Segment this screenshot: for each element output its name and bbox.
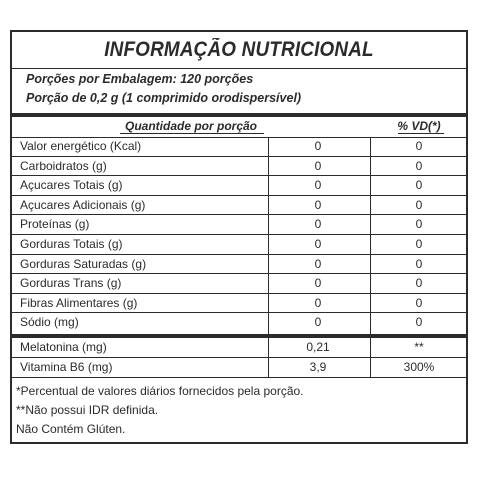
nutrient-daily-value: 0: [415, 237, 423, 251]
table-row: [12, 274, 466, 294]
active-quantity: 0,21: [306, 340, 330, 354]
nutrient-name: Açucares Totais (g): [20, 178, 123, 193]
nutrient-quantity: 0: [314, 197, 322, 212]
header-daily-value: % VD(*): [397, 119, 441, 133]
table-row: [12, 215, 466, 235]
nutrient-daily-value: 0: [415, 158, 423, 173]
nutrient-daily-value: 0: [415, 217, 423, 232]
table-row: [12, 313, 466, 333]
nutrient-quantity: 0: [314, 139, 322, 153]
footnote-divider: [12, 377, 466, 378]
header-quantity: Quantidade por porção: [124, 119, 257, 133]
table-row: [12, 338, 466, 358]
column-divider: [268, 137, 269, 334]
nutrient-name: Carboidratos (g): [20, 158, 107, 173]
table-row: [12, 176, 466, 196]
nutrient-daily-value: 0: [415, 315, 423, 330]
nutrient-daily-value: 0: [415, 256, 423, 271]
table-row: [12, 235, 466, 255]
table-header: [12, 117, 466, 138]
table-row: [12, 255, 466, 275]
footnote-no-idr: **Não possui IDR definida.: [16, 403, 159, 417]
active-daily-value: 300%: [403, 359, 435, 374]
nutrient-quantity: 0: [314, 178, 322, 193]
nutrient-daily-value: 0: [415, 276, 423, 291]
nutrient-quantity: 0: [314, 217, 322, 232]
footnote-daily-value: *Percentual de valores diários fornecidos pela porção.: [16, 384, 304, 398]
nutrient-name: Gorduras Saturadas (g): [20, 256, 147, 271]
nutrient-name: Fibras Alimentares (g): [20, 295, 138, 310]
header-daily-value-underline: [398, 133, 444, 134]
table-row: [12, 137, 466, 157]
nutrient-name: Gorduras Trans (g): [20, 276, 122, 291]
nutrient-name: Açucares Adicionais (g): [20, 197, 146, 212]
footnote-gluten-free: Não Contém Glúten.: [16, 422, 126, 436]
label-title: INFORMAÇÃO NUTRICIONAL: [104, 38, 374, 61]
nutrient-name: Sódio (mg): [20, 315, 79, 330]
nutrient-daily-value: 0: [415, 197, 423, 212]
nutrition-facts-label: [10, 30, 468, 444]
nutrient-quantity: 0: [314, 158, 322, 173]
column-divider: [370, 338, 371, 377]
serving-size: Porção de 0,2 g (1 comprimido orodispersível): [26, 91, 302, 105]
active-quantity: 3,9: [309, 359, 327, 374]
table-row: [12, 196, 466, 216]
nutrient-quantity: 0: [314, 256, 322, 271]
column-divider: [370, 137, 371, 334]
nutrient-daily-value: 0: [415, 139, 423, 153]
nutrient-quantity: 0: [314, 315, 322, 330]
nutrient-name: Gorduras Totais (g): [20, 237, 123, 251]
nutrient-quantity: 0: [314, 276, 322, 291]
nutrient-quantity: 0: [314, 237, 322, 251]
table-row: [12, 157, 466, 177]
active-name: Melatonina (mg): [20, 340, 107, 354]
nutrient-name: Valor energético (Kcal): [20, 139, 142, 153]
column-divider: [268, 338, 269, 377]
nutrient-quantity: 0: [314, 295, 322, 310]
nutrient-daily-value: 0: [415, 178, 423, 193]
nutrient-name: Proteínas (g): [20, 217, 90, 232]
active-name: Vitamina B6 (mg): [20, 359, 113, 374]
table-row: [12, 358, 466, 378]
active-daily-value: **: [414, 340, 424, 354]
servings-per-package: Porções por Embalagem: 120 porções: [26, 72, 254, 86]
nutrient-daily-value: 0: [415, 295, 423, 310]
title-divider: [12, 68, 466, 69]
header-quantity-underline: [120, 133, 264, 134]
table-row: [12, 294, 466, 314]
